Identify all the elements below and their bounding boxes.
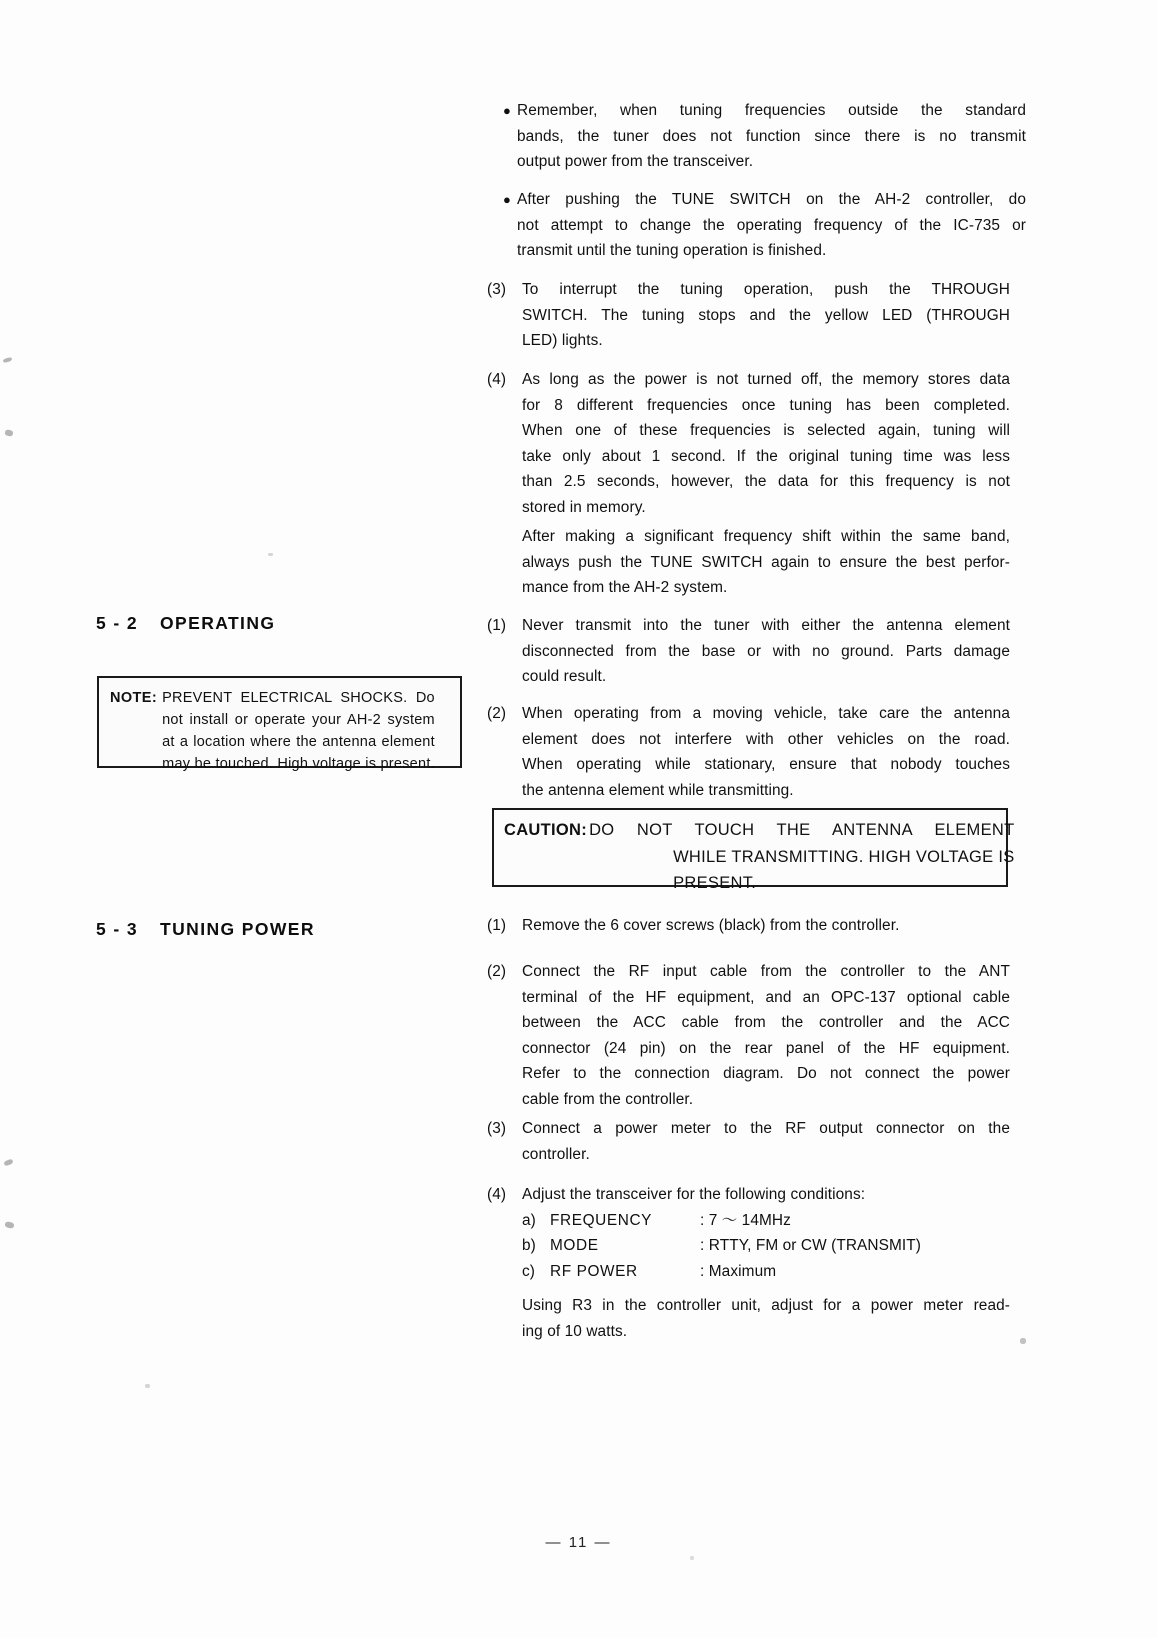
- condition-row: [522, 1259, 1010, 1285]
- condition-key: a): [522, 1211, 536, 1229]
- item-marker: (4): [487, 371, 507, 388]
- bullet-marker: ●: [503, 192, 511, 207]
- text-line: As long as the power is not turned off, the memory stores data: [522, 371, 1010, 388]
- paragraph-text: [522, 524, 1010, 601]
- text-line: Remove the 6 cover screws (black) from the controller.: [522, 917, 900, 934]
- text-line: Never transmit into the tuner with either the antenna element: [522, 617, 1010, 634]
- text-line: take only about 1 second. If the original tuning time was less: [522, 447, 1010, 465]
- text-line: output power from the transceiver.: [517, 153, 754, 171]
- condition-value: : RTTY, FM or CW (TRANSMIT): [700, 1237, 922, 1255]
- text-line: Adjust the transceiver for the following conditions:: [522, 1186, 866, 1203]
- item-marker: (1): [487, 917, 507, 934]
- caution-line: WHILE TRANSMITTING. HIGH VOLTAGE IS: [673, 847, 1015, 866]
- item-text: [522, 913, 1010, 939]
- text-line: not attempt to change the operating frequency of the IC-735 or: [517, 216, 1026, 234]
- text-line: To interrupt the tuning operation, push the THROUGH: [522, 281, 1010, 298]
- bullet-paragraph: [503, 98, 1026, 175]
- text-line: could result.: [522, 668, 607, 686]
- caution-box: [492, 808, 1015, 893]
- text-line: After pushing the TUNE SWITCH on the AH-2 controller, do: [517, 191, 1026, 208]
- text-line: SWITCH. The tuning stops and the yellow LED (THROUGH: [522, 306, 1010, 324]
- text-line: cable from the controller.: [522, 1090, 694, 1108]
- scan-artifact: [3, 357, 13, 364]
- scan-artifact: [4, 429, 13, 437]
- item-marker: (4): [487, 1186, 507, 1203]
- caution-line: PRESENT.: [673, 874, 757, 893]
- item-text: [522, 1116, 1010, 1167]
- item-text: [522, 277, 1010, 354]
- scan-artifact: [3, 1158, 13, 1166]
- numbered-item: [487, 1182, 1010, 1284]
- paragraph-text: [522, 1293, 1010, 1344]
- scan-artifact: [4, 1221, 14, 1229]
- note-line: not install or operate your AH-2 system: [162, 712, 435, 729]
- section-heading-5-3: [96, 919, 315, 940]
- item-text: [522, 701, 1010, 803]
- bullet-text: [517, 187, 1026, 264]
- text-line: terminal of the HF equipment, and an OPC-137 optional cable: [522, 988, 1010, 1006]
- numbered-item: [487, 701, 1010, 803]
- text-line: When operating while stationary, ensure that nobody touches: [522, 756, 1010, 774]
- numbered-item: [487, 913, 1010, 939]
- section-title: TUNING POWER: [160, 919, 315, 939]
- indent-spacer: [487, 524, 522, 601]
- closing-paragraph: [487, 1293, 1010, 1344]
- text-line: controller.: [522, 1145, 590, 1163]
- condition-name: MODE: [550, 1237, 599, 1255]
- text-line: ing of 10 watts.: [522, 1322, 628, 1340]
- text-line: between the ACC cable from the controller and the ACC: [522, 1014, 1010, 1032]
- page-number: — 11 —: [545, 1534, 612, 1551]
- item-text: [522, 959, 1010, 1113]
- caution-label: CAUTION:: [504, 821, 588, 839]
- scan-artifact: [145, 1384, 150, 1388]
- note-box: [97, 676, 462, 773]
- text-line: connector (24 pin) on the rear panel of the HF equipment.: [522, 1039, 1010, 1057]
- section-number: 5 - 2: [96, 613, 139, 633]
- text-line: Remember, when tuning frequencies outside the standard: [517, 102, 1026, 119]
- bullet-text: [517, 98, 1026, 175]
- section-number: 5 - 3: [96, 919, 139, 939]
- condition-row: [522, 1208, 1010, 1234]
- text-line: disconnected from the base or with no ground. Parts damage: [522, 642, 1010, 660]
- text-line: mance from the AH-2 system.: [522, 579, 728, 597]
- text-line: for 8 different frequencies once tuning has been completed.: [522, 396, 1010, 414]
- text-line: stored in memory.: [522, 498, 646, 516]
- condition-value: : Maximum: [700, 1262, 777, 1280]
- item-marker: (2): [487, 705, 507, 722]
- bullet-marker: ●: [503, 103, 511, 118]
- numbered-item: [487, 959, 1010, 1113]
- note-line: may be touched. High voltage is present.: [162, 756, 435, 773]
- text-line: transmit until the tuning operation is finished.: [517, 242, 827, 260]
- condition-key: c): [522, 1262, 536, 1280]
- text-line: LED) lights.: [522, 332, 603, 350]
- item-marker: (1): [487, 617, 507, 634]
- condition-row: [522, 1233, 1010, 1259]
- text-line: After making a significant frequency shift within the same band,: [522, 528, 1010, 545]
- text-line: When one of these frequencies is selected again, tuning will: [522, 422, 1010, 440]
- section-title: OPERATING: [160, 613, 276, 633]
- item-text: [522, 367, 1010, 521]
- note-text: [162, 687, 435, 775]
- condition-name: FREQUENCY: [550, 1211, 653, 1229]
- condition-key: b): [522, 1237, 536, 1255]
- item-text: [522, 613, 1010, 690]
- numbered-item: [487, 277, 1010, 354]
- caution-text: [589, 817, 1014, 897]
- numbered-item: [487, 1116, 1010, 1167]
- text-line: always push the TUNE SWITCH again to ensure the best perfor-: [522, 553, 1010, 571]
- caution-line: DO NOT TOUCH THE ANTENNA ELEMENT: [589, 821, 1015, 839]
- note-line: PREVENT ELECTRICAL SHOCKS. Do: [162, 690, 435, 706]
- note-label: NOTE:: [110, 690, 158, 706]
- text-line: Using R3 in the controller unit, adjust for a power meter read-: [522, 1297, 1010, 1314]
- section-heading-5-2: [96, 613, 275, 634]
- scan-artifact: [1020, 1338, 1026, 1344]
- indent-spacer: [487, 1293, 522, 1344]
- text-line: Connect the RF input cable from the controller to the ANT: [522, 963, 1010, 980]
- text-line: element does not interfere with other vehicles on the road.: [522, 730, 1010, 748]
- continuation-paragraph: [487, 524, 1010, 601]
- text-line: bands, the tuner does not function since there is no transmit: [517, 127, 1026, 145]
- note-line: at a location where the antenna element: [162, 734, 435, 751]
- item-marker: (2): [487, 963, 507, 980]
- text-line: When operating from a moving vehicle, take care the antenna: [522, 705, 1010, 722]
- scan-artifact: [690, 1556, 694, 1560]
- text-line: than 2.5 seconds, however, the data for this frequency is not: [522, 473, 1010, 491]
- numbered-item: [487, 367, 1010, 521]
- numbered-item: [487, 613, 1010, 690]
- text-line: Connect a power meter to the RF output connector on the: [522, 1120, 1010, 1137]
- text-line: the antenna element while transmitting.: [522, 781, 794, 799]
- condition-value: : 7 ～ 14MHz: [700, 1211, 791, 1229]
- scan-artifact: [268, 553, 273, 556]
- item-text: [522, 1182, 1010, 1284]
- item-marker: (3): [487, 1120, 507, 1137]
- item-marker: (3): [487, 281, 507, 298]
- condition-name: RF POWER: [550, 1262, 638, 1280]
- conditions-list: [522, 1208, 1010, 1285]
- text-line: Refer to the connection diagram. Do not connect the power: [522, 1065, 1010, 1083]
- bullet-paragraph: [503, 187, 1026, 264]
